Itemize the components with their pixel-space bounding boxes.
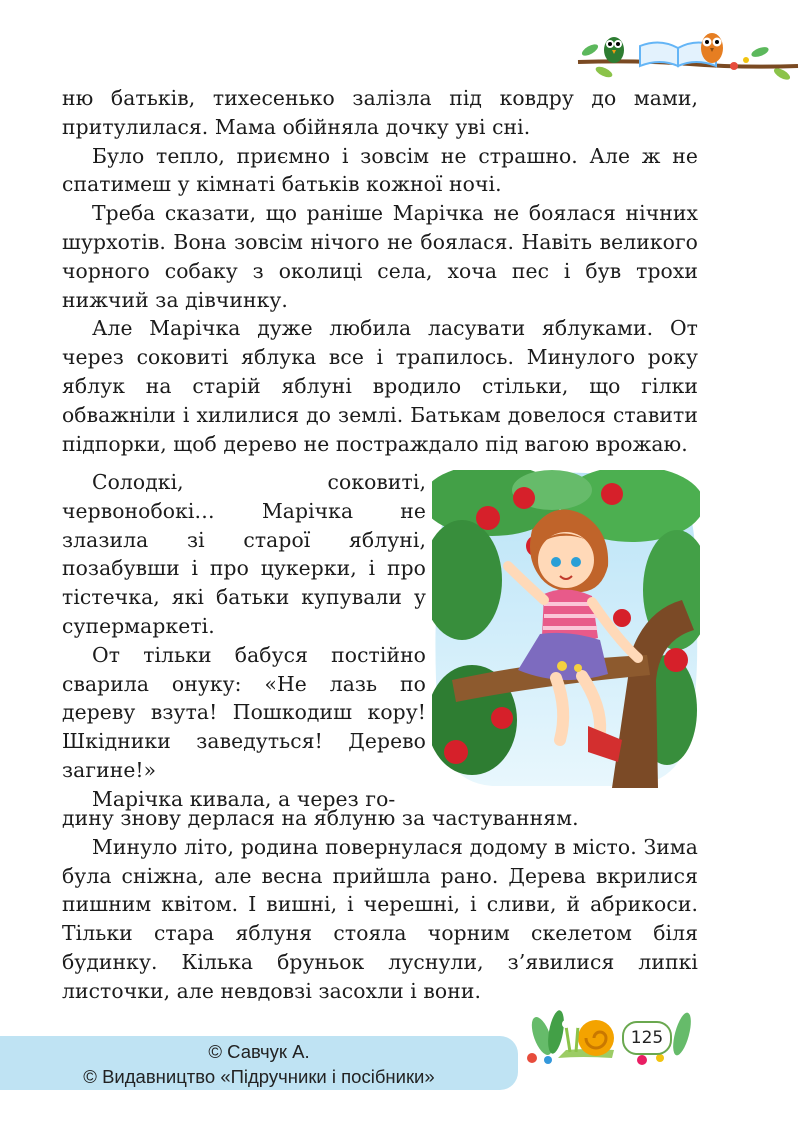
paragraph: Але Марічка дуже любила ласувати яблуками. От через соковиті яблука все і трапилось. Минулого року яблук на старій яблуні вродило стільки, що гілки обважніли і хилилися до землі. Батькам довелося ставити підпорки, щоб дерево не постраждало під вагою врожаю. xyxy=(62,316,698,456)
paragraph: Треба сказати, що раніше Марічка не боялася нічних шурхотів. Вона зовсім нічого не боялася. Навіть великого чорного собаку з околиці села, хоча пес і був трохи нижчий за дівчинку. xyxy=(62,201,698,312)
girl-in-apple-tree-illustration xyxy=(432,470,700,788)
snail-icon xyxy=(558,1020,614,1058)
paragraph: Минуло літо, родина повернулася додому в місто. Зима була сніжна, але весна прийшла рано. Дерева вкрилися пишним квітом. І вишні, і черешні, і сливи, й абрикоси. Тільки стара яблуня стояла чорним скелетом біля будинку. Кілька бруньок луснули, з’явилися липкі листочки, але невдовзі засохли і вони. xyxy=(62,834,698,1003)
footer-decoration-snail xyxy=(522,996,702,1068)
paragraph: Солодкі, соковиті, червонобокі… Марічка не злазила зі старої яблуні, позабувши і про цукерки, і про тістечка, які батьки купували у супермаркеті. xyxy=(62,470,426,638)
owl-icon xyxy=(701,33,723,63)
paragraph: ню батьків, тихесенько залізла під ковдру до мами, притулилася. Мама обійняла дочку уві сні. xyxy=(62,86,698,139)
paragraph: Було тепло, приємно і зовсім не страшно. Але ж не спатимеш у кімнаті батьків кожної ночі. xyxy=(62,143,698,197)
paragraph: От тільки бабуся постійно сварила онуку: «Не лазь по дереву взута! Пошкодиш кору! Шкідники заведуться! Дерево загине!» xyxy=(62,642,426,782)
copyright-publisher: © Видавництво «Підручники і посібники» xyxy=(83,1066,435,1087)
copyright-author: © Савчук А. xyxy=(208,1041,310,1062)
paragraph: дину знову дерлася на яблуню за частуванням. xyxy=(62,806,579,830)
page-number: 125 xyxy=(622,1021,672,1055)
paragraph: Марічка кивала, а через го- xyxy=(92,786,396,811)
bird-left-icon xyxy=(604,37,624,63)
copyright-band xyxy=(0,1036,518,1090)
story-text-top xyxy=(62,84,698,458)
story-text-wrapped xyxy=(62,468,426,814)
story-text-bottom xyxy=(62,804,698,1006)
header-decoration-branch xyxy=(570,26,800,86)
